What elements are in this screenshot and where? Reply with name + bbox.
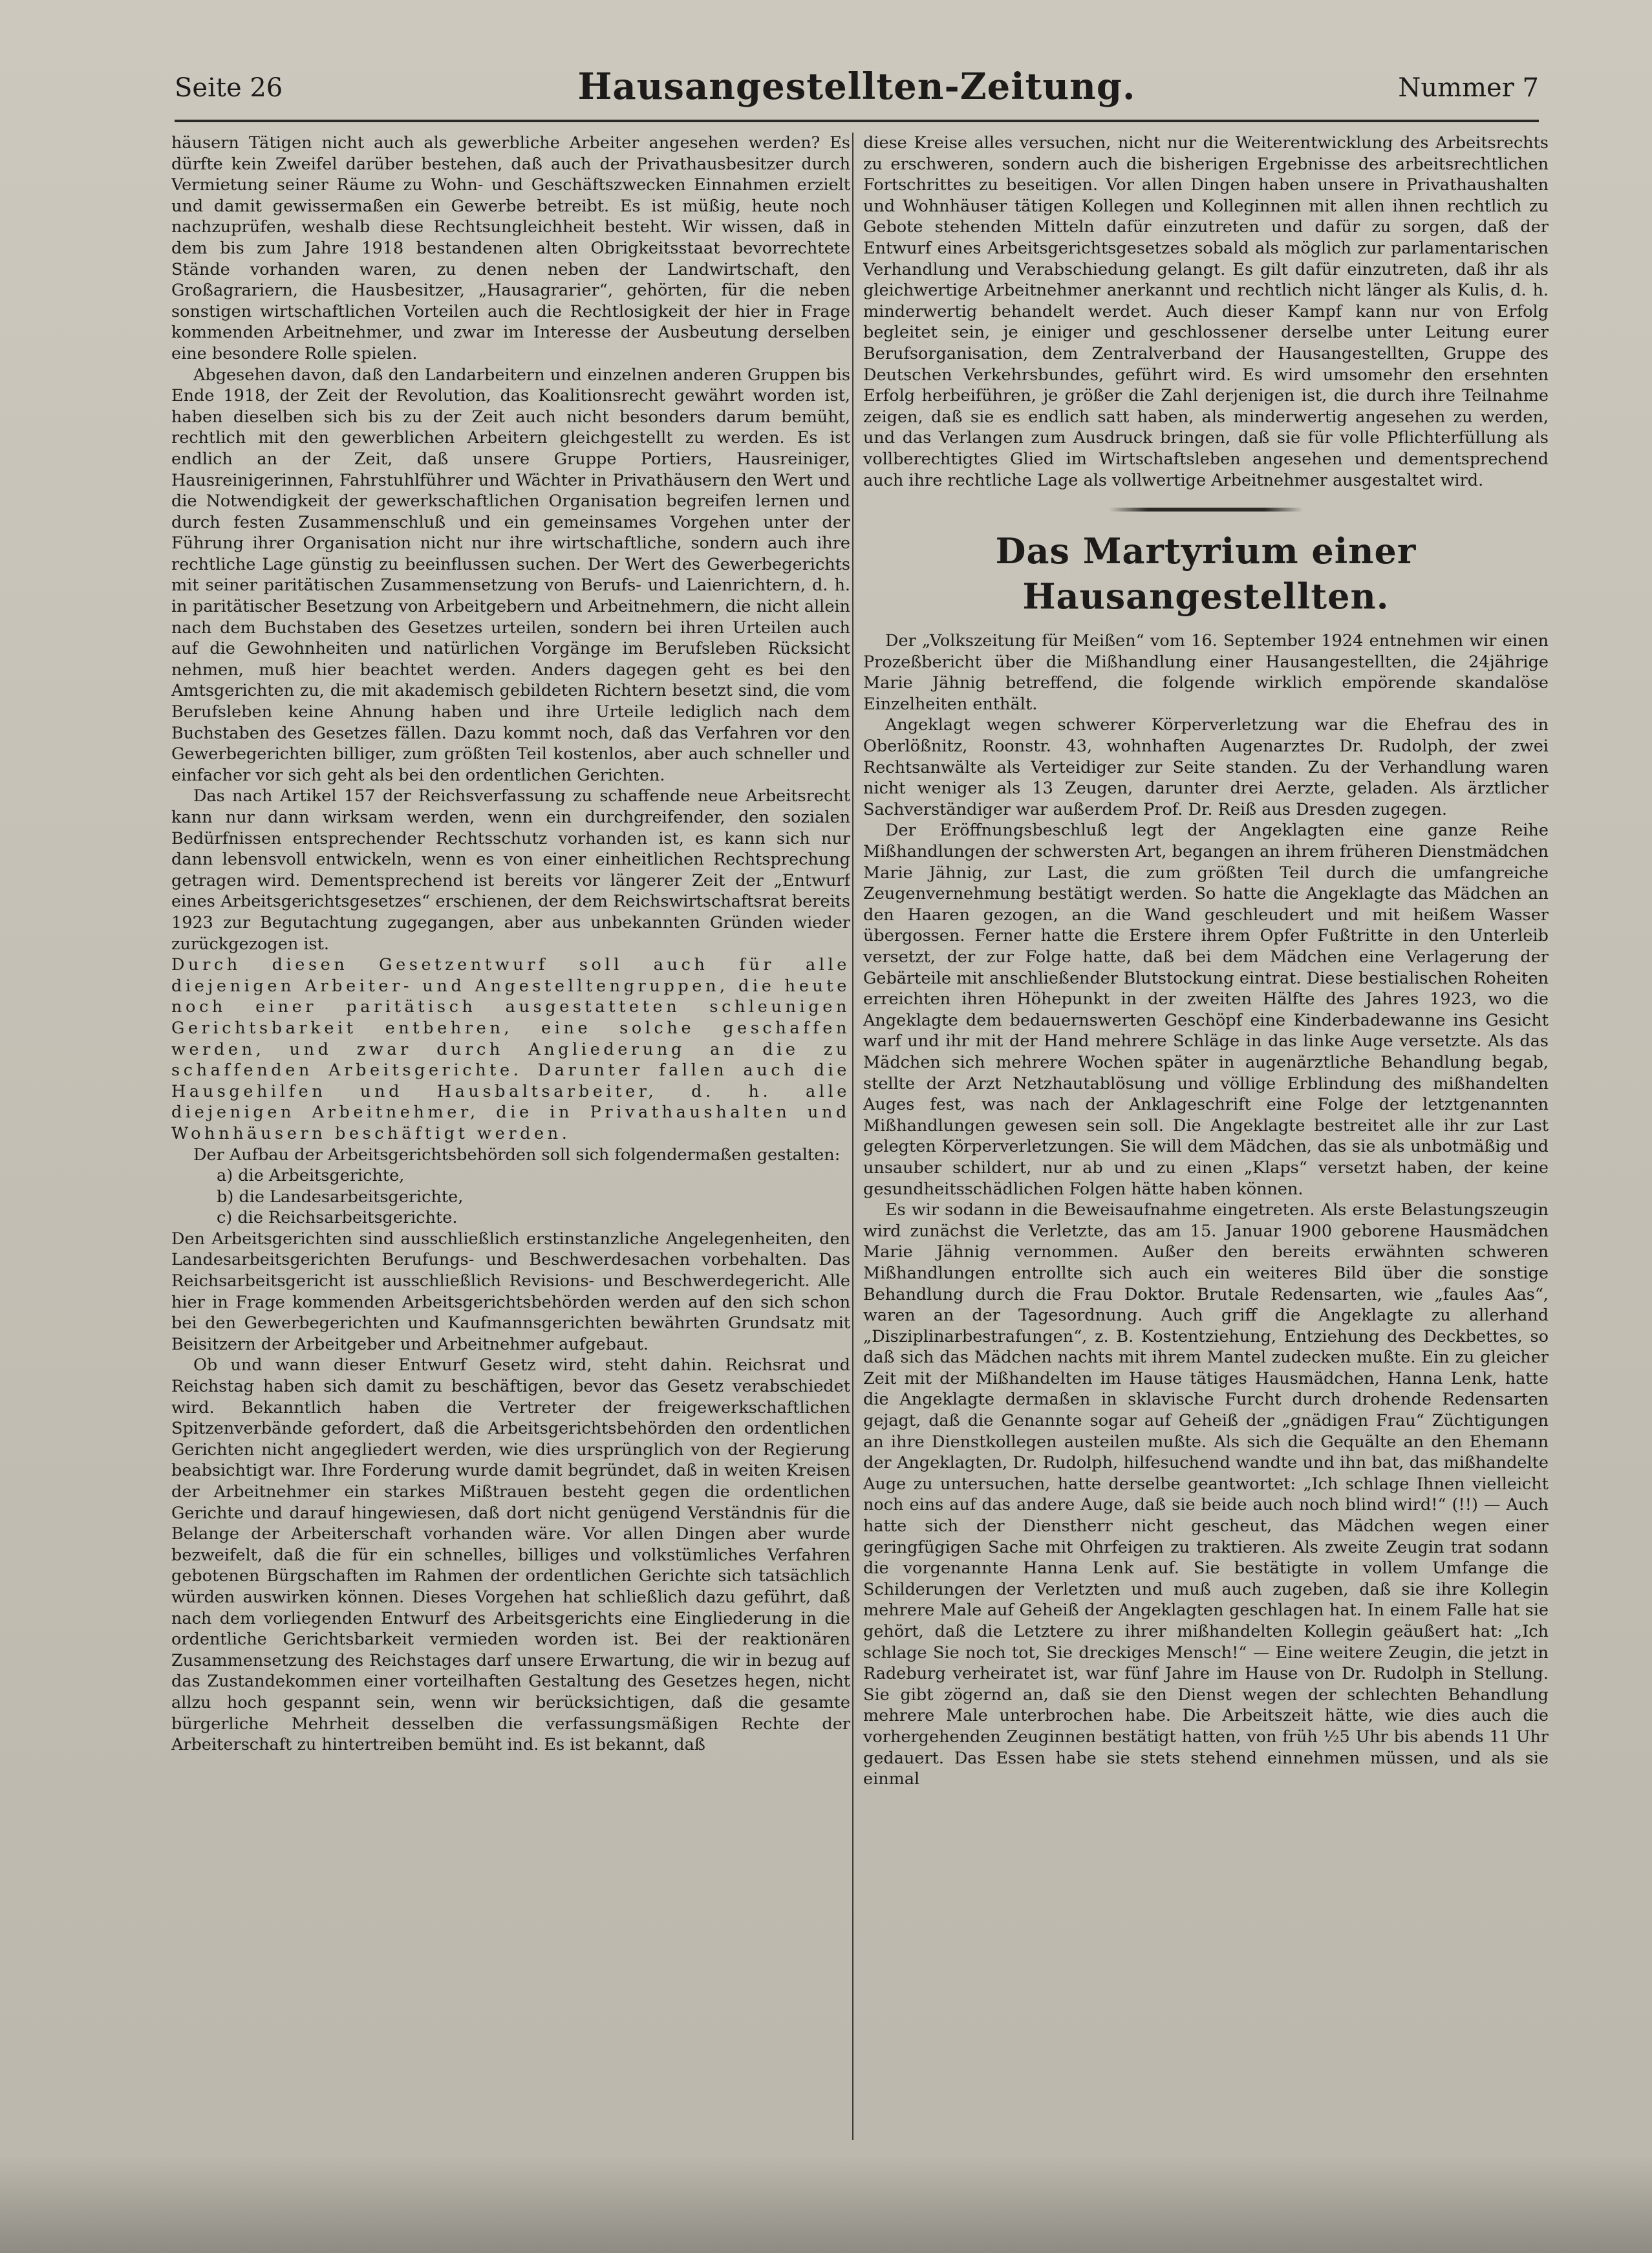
- paragraph: Den Arbeitsgerichten sind ausschließlich erstinstanzliche Angelegenheiten, den Landesarbeitsgerichten Berufungs- und Beschwerdesachen vorbehalten. Das Reichsarbeitsgericht ist ausschließlich Revisions- und Beschwerdegericht. Alle hier in Frage kommenden Arbeitsgerichtsbehörden werden auf den sich schon bei den Gewerbegerichten und Kaufmannsgerichten bewährten Grundsatz mit Beisitzern der Arbeitgeber und Arbeitnehmer aufgebaut.: [171, 1229, 850, 1354]
- spaced-emphasis-paragraph: Durch diesen Gesetzentwurf soll auch für alle diejenigen Arbeiter- und Angestelltengruppen, die heute noch einer paritätisch ausgestatteten schleunigen Gerichtsbarkeit entbehren, eine solche geschaffen werden, und zwar durch Angliederung an die zu schaffenden Arbeitsgerichte. Darunter fallen auch die Hausgehilfen und Hausbaltsarbeiter, d. h. alle diejenigen Arbeitnehmer, die in Privathaushalten und Wohnhäusern beschäftigt werden.: [171, 955, 850, 1143]
- paragraph: häusern Tätigen nicht auch als gewerbliche Arbeiter angesehen werden? Es dürfte kein Zweifel darüber bestehen, daß auch der Privathausbesitzer durch Vermietung seiner Räume zu Wohn- und Geschäftszwecken Einnahmen erzielt und damit gewissermaßen ein Gewerbe betreibt. Es ist müßig, heute noch nachzuprüfen, weshalb diese Rechtsungleichheit besteht. Wir wissen, daß in dem bis zum Jahre 1918 bestandenen alten Obrigkeitsstaat bevorrechtete Stände vorhanden waren, zu denen neben der Landwirtschaft, den Großagrariern, die Hausbesitzer, „Hausagrarier“, gehörten, für die neben sonstigen wirtschaftlichen Vorteilen auch die Rechtlosigkeit der hier in Frage kommenden Arbeitnehmer, und zwar im Interesse der Ausbeutung derselben eine besondere Rolle spielen.: [171, 133, 850, 363]
- paragraph: Der Aufbau der Arbeitsgerichtsbehörden soll sich folgendermaßen gestalten:: [193, 1145, 841, 1165]
- court-list: [217, 1165, 850, 1229]
- issue-number: Nummer 7: [1398, 73, 1539, 103]
- list-item: c) die Reichsarbeitsgerichte.: [217, 1208, 458, 1228]
- paragraph: Abgesehen davon, daß den Landarbeitern und einzelnen anderen Gruppen bis Ende 1918, der Zeit der Revolution, das Koalitionsrecht gewährt worden ist, haben dieselben sich bis zu der Zeit auch nicht besonders darum bemüht, rechtlich mit den gewerblichen Arbeitern gleichgestellt zu werden. Es ist endlich an der Zeit, daß unsere Gruppe Portiers, Hausreiniger, Hausreinigerinnen, Fahrstuhlführer und Wächter in Privathäusern den Wert und die Notwendigkeit der gewerkschaftlichen Organisation begreifen lernen und durch festen Zusammenschluß und ein gemeinsames Vorgehen unter der Führung ihrer Organisation nicht nur ihre wirtschaftliche, sondern auch ihre rechtliche Lage günstig zu beeinflussen suchen. Der Wert des Gewerbegerichts mit seiner paritätischen Zusammensetzung von Berufs- und Laienrichtern, d. h. in paritätischer Besetzung von Arbeitgebern und Arbeitnehmern, die nicht allein nach dem Buchstaben des Gesetzes urteilen, sondern bei ihren Urteilen auch auf die Gewohnheiten und natürlichen Vorgänge im Berufsleben Rücksicht nehmen, muß hier beachtet werden. Anders dagegen geht es bei den Amtsgerichten zu, die mit akademisch gebildeten Richtern besetzt sind, die vom Berufsleben keine Ahnung haben und ihre Urteile lediglich nach dem Buchstaben des Gesetzes fällen. Dazu kommt noch, daß das Verfahren vor den Gewerbegerichten billiger, zum größten Teil kostenlos, aber auch schneller und einfacher vor sich geht als bei den ordentlichen Gerichten.: [171, 365, 850, 785]
- article-headline: Das Martyrium einer Hausangestellten.: [995, 530, 1417, 618]
- newspaper-title: Hausangestellten-Zeitung.: [577, 65, 1136, 108]
- paragraph: Das nach Artikel 157 der Reichsverfassung zu schaffende neue Arbeitsrecht kann nur dann wirksam werden, wenn ein durchgreifender, den sozialen Bedürfnissen entsprechender Rechtsschutz vorhanden ist, es kann sich nur dann lebensvoll entwickeln, wenn es von einer einheitlichen Rechtsprechung getragen wird. Dementsprechend ist bereits vor längerer Zeit der „Entwurf eines Arbeitsgerichtsgesetzes“ erschienen, der dem Reichswirtschaftsrat bereits 1923 zur Begutachtung zugegangen, aber aus unbekannten Gründen wieder zurückgezogen ist.: [171, 786, 850, 954]
- list-item: b) die Landesarbeitsgerichte,: [217, 1187, 464, 1207]
- list-item: a) die Arbeitsgerichte,: [217, 1166, 405, 1186]
- masthead: [175, 61, 1539, 122]
- ornament-rule: [1109, 508, 1303, 512]
- paragraph: diese Kreise alles versuchen, nicht nur die Weiterentwicklung des Arbeitsrechts zu erschweren, sondern auch die bisherigen Ergebnisse des arbeitsrechtlichen Fortschrittes zu beseitigen. Vor allen Dingen haben unsere in Privathaushalten und Wohnhäuser tätigen Kollegen und Kolleginnen mit allen ihnen rechtlich zu Gebote stehenden Mitteln dafür einzutreten und dafür zu sorgen, daß der Entwurf eines Arbeitsgerichtsgesetzes sobald als möglich zur parlamentarischen Verhandlung und Verabschiedung gelangt. Es gilt dafür einzutreten, daß ihr als gleichwertige Arbeitnehmer anerkannt und rechtlich nicht länger als Kulis, d. h. minderwertig behandelt werdet. Auch dieser Kampf kann nur von Erfolg begleitet sein, je einiger und geschlossener derselbe unter Leitung eurer Berufsorganisation, dem Zentralverband der Hausangestellten, Gruppe des Deutschen Verkehrsbundes, geführt wird. Es wird umsomehr den ersehnten Erfolg herbeiführen, je größer die Zahl derjenigen ist, die durch ihre Teilnahme zeigen, daß sie es endlich satt haben, als minderwertig angesehen zu werden, und das Verlangen zum Ausdruck bringen, daß sie für volle Pflichterfüllung als vollberechtigtes Glied im Wirtschaftsleben angesehen und dementsprechend auch ihre rechtliche Lage als vollwertige Arbeitnehmer ausgestaltet wird.: [863, 133, 1549, 490]
- paragraph: Angeklagt wegen schwerer Körperverletzung war die Ehefrau des in Oberlößnitz, Roonstr. 43, wohnhaften Augenarztes Dr. Rudolph, der zwei Rechtsanwälte als Verteidiger zur Seite standen. Zu der Verhandlung waren nicht weniger als 13 Zeugen, darunter drei Aerzte, geladen. Als ärztlicher Sachverständiger war außerdem Prof. Dr. Reiß aus Dresden zugegen.: [863, 715, 1549, 819]
- page-edge-shadow: [0, 2156, 1652, 2253]
- page-number: Seite 26: [175, 73, 283, 103]
- right-column: [863, 133, 1549, 2140]
- column-divider: [852, 133, 853, 2140]
- paragraph: Ob und wann dieser Entwurf Gesetz wird, steht dahin. Reichsrat und Reichstag haben sich damit zu beschäftigen, bevor das Gesetz verabschiedet wird. Bekanntlich haben die Vertreter der freigewerkschaftlichen Spitzenverbände gefordert, daß die Arbeitsgerichtsbehörden den ordentlichen Gerichten nicht angegliedert werden, wie dies ursprünglich von der Regierung beabsichtigt war. Ihre Forderung wurde damit begründet, daß in weiten Kreisen der Arbeitnehmer ein starkes Mißtrauen besteht gegen die ordentlichen Gerichte und darauf hingewiesen, daß dort nicht genügend Verständnis für die Belange der Arbeiterschaft vorhanden wäre. Vor allen Dingen aber wurde bezweifelt, daß die für ein schnelles, billiges und volkstümliches Verfahren gebotenen Bürgschaften im Rahmen der ordentlichen Gerichte sich tatsächlich würden auswirken können. Dieses Vorgehen hat schließlich dazu geführt, daß nach dem vorliegenden Entwurf des Arbeitsgerichts eine Eingliederung in die ordentliche Gerichtsbarkeit vermieden worden ist. Bei der reaktionären Zusammensetzung des Reichstages darf unsere Erwartung, die wir in bezug auf das Zustandekommen einer vorteilhaften Gestaltung des Gesetzes hegen, nicht allzu hoch gespannt sein, wenn wir berücksichtigen, daß die gesamte bürgerliche Mehrheit desselben die verfassungsmäßigen Rechte der Arbeiterschaft zu hintertreiben bemüht ind. Es ist bekannt, daß: [171, 1355, 850, 1755]
- left-column: [171, 133, 850, 2140]
- paragraph: Der „Volkszeitung für Meißen“ vom 16. September 1924 entnehmen wir einen Prozeßbericht über die Mißhandlung einer Hausangestellten, die 24jährige Marie Jähnig betreffend, die folgende wirklich empörende skandalöse Einzelheiten enthält.: [863, 631, 1549, 714]
- paragraph: Es wir sodann in die Beweisaufnahme eingetreten. Als erste Belastungszeugin wird zunächst die Verletzte, das am 15. Januar 1900 geborene Hausmädchen Marie Jähnig vernommen. Außer den bereits erwähnten schweren Mißhandlungen entrollte sich auch ein weiteres Bild über die sonstige Behandlung durch die Frau Doktor. Brutale Redensarten, wie „faules Aas“, waren an der Tagesordnung. Auch griff die Angeklagte zu allerhand „Disziplinarbestrafungen“, z. B. Kostentziehung, Entziehung des Deckbettes, so daß sich das Mädchen nachts mit ihrem Mantel zudecken mußte. Ein zu gleicher Zeit mit der Mißhandelten im Hause tätiges Hausmädchen, Hanna Lenk, hatte die Angeklagte dermaßen in sklavische Furcht durch drohende Redensarten gejagt, daß die Genannte sogar auf Geheiß der „gnädigen Frau“ Züchtigungen an ihre Dienstkollegen austeilen mußte. Als sich die Gequälte an den Ehemann der Angeklagten, Dr. Rudolph, hilfesuchend wandte und ihn bat, das mißhandelte Auge zu untersuchen, hatte derselbe geantwortet: „Ich schlage Ihnen vielleicht noch eins auf das andere Auge, daß sie beide auch noch blind wird!“ (!!) — Auch hatte sich der Dienstherr nicht gescheut, das Mädchen wegen einer geringfügigen Sache mit Ohrfeigen zu traktieren. Als zweite Zeugin trat sodann die vorgenannte Hanna Lenk auf. Sie bestätigte in vollem Umfange die Schilderungen der Verletzten und muß auch zugeben, daß sie ihre Kollegin mehrere Male auf Geheiß der Angeklagten geschlagen hat. In einem Falle hat sie gehört, daß die Letztere zu ihrer mißhandelten Kollegin geäußert hat: „Ich schlage Sie noch tot, Sie dreckiges Mensch!“ — Eine weitere Zeugin, die jetzt in Radeburg verheiratet ist, war fünf Jahre im Hause von Dr. Rudolph in Stellung. Sie gibt zögernd an, daß sie den Dienst wegen der schlechten Behandlung mehrere Male unterbrochen habe. Die Arbeitszeit hätte, wie dies auch die vorhergehenden Zeuginnen bestätigt hatten, von früh ½5 Uhr bis abends 11 Uhr gedauert. Das Essen habe sie stets stehend einnehmen müssen, und als sie einmal: [863, 1200, 1549, 1789]
- paragraph: Der Eröffnungsbeschluß legt der Angeklagten eine ganze Reihe Mißhandlungen der schwersten Art, begangen an ihrem früheren Dienstmädchen Marie Jähnig, zur Last, die zum größten Teil durch die umfangreiche Zeugenvernehmung bestätigt werden. So hatte die Angeklagte das Mädchen an den Haaren gezogen, an die Wand geschleudert und mit heißem Wasser übergossen. Ferner hatte die Erstere ihrem Opfer Fußtritte in den Unterleib versetzt, der zur Folge hatte, daß bei dem Mädchen eine Verlagerung der Gebärteile mit anschließender Blutstockung eintrat. Diese bestialischen Roheiten erreichten ihren Höhepunkt in der zweiten Hälfte des Jahres 1923, wo die Angeklagte dem bedauernswerten Geschöpf eine Kinderbadewanne ins Gesicht warf und ihr mit der Hand mehrere Schläge in das linke Auge versetzte. Als das Mädchen sich mehrere Wochen später in augenärztliche Behandlung begab, stellte der Arzt Netzhautablösung und völlige Erblindung des mißhandelten Auges fest, was nach der Anklageschrift eine Folge der letztgenannten Mißhandlungen gewesen sein soll. Die Angeklagte bestreitet alle ihr zur Last gelegten Körperverletzungen. Sie will dem Mädchen, das sie als unbotmäßig und unsauber schildert, nur ab und zu einen „Klaps“ versetzt haben, der keine gesundheitsschädlichen Folgen hätte haben können.: [863, 821, 1549, 1199]
